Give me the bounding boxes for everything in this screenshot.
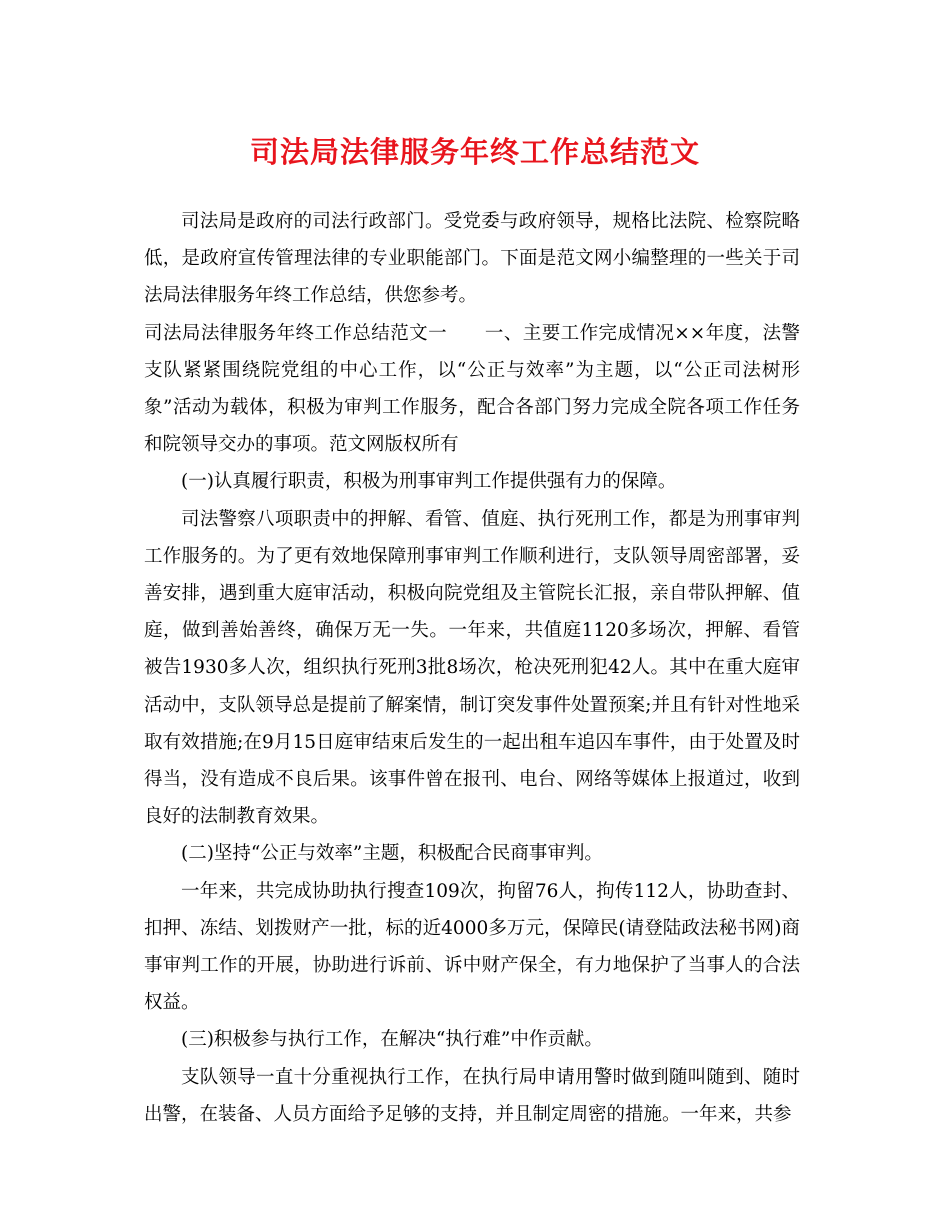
paragraph-criminal-trial: 司法警察八项职责中的押解、看管、值庭、执行死刑工作，都是为刑事审判工作服务的。为了更有效地保障刑事审判工作顺利进行，支队领导周密部署，妥善安排，遇到重大庭审活动，积极向院党组及主管院长汇报，亲自带队押解、值庭，做到善始善终，确保万无一失。一年来，共值庭1120多场次，押解、看管被告1930多人次，组织执行死刑3批8场次，枪决死刑犯42人。其中在重大庭审活动中，支队领导总是提前了解案情，制订突发事件处置预案;并且有针对性地采取有效措施;在9月15日庭审结束后发生的一起出租车追囚车事件，由于处置及时得当，没有造成不良后果。该事件曾在报刊、电台、网络等媒体上报道过，收到良好的法制教育效果。 (144, 508, 800, 828)
paragraph-execution: 支队领导一直十分重视执行工作，在执行局申请用警时做到随叫随到、随时出警，在装备、人员方面给予足够的支持，并且制定周密的措施。一年来，共参 (144, 1066, 800, 1125)
document-title: 司法局法律服务年终工作总结范文 (249, 135, 700, 169)
paragraph-subheading-1: (一)认真履行职责，积极为刑事审判工作提供强有力的保障。 (181, 471, 677, 493)
paragraph-civil-trial: 一年来，共完成协助执行搜查109次，拘留76人，拘传112人，协助查封、扣押、冻结、划拨财产一批，标的近4000多万元，保障民(请登陆政法秘书网)商事审判工作的开展，协助进行诉前、诉中财产保全，有力地保护了当事人的合法权益。 (144, 880, 800, 1014)
paragraph-section-heading: 司法局法律服务年终工作总结范文一 一、主要工作完成情况××年度，法警支队紧紧围绕院党组的中心工作，以“公正与效率”为主题，以“公正司法树形象”活动为载体，积极为审判工作服务，配合各部门努力完成全院各项工作任务和院领导交办的事项。范文网版权所有 (144, 322, 800, 456)
paragraph-subheading-2: (二)坚持“公正与效率”主题，积极配合民商事审判。 (181, 843, 603, 865)
paragraph-intro: 司法局是政府的司法行政部门。受党委与政府领导，规格比法院、检察院略低，是政府宣传管理法律的专业职能部门。下面是范文网小编整理的一些关于司法局法律服务年终工作总结，供您参考。 (144, 211, 800, 307)
paragraph-subheading-3: (三)积极参与执行工作，在解决“执行难”中作贡献。 (181, 1029, 603, 1051)
document-body (144, 203, 800, 1133)
